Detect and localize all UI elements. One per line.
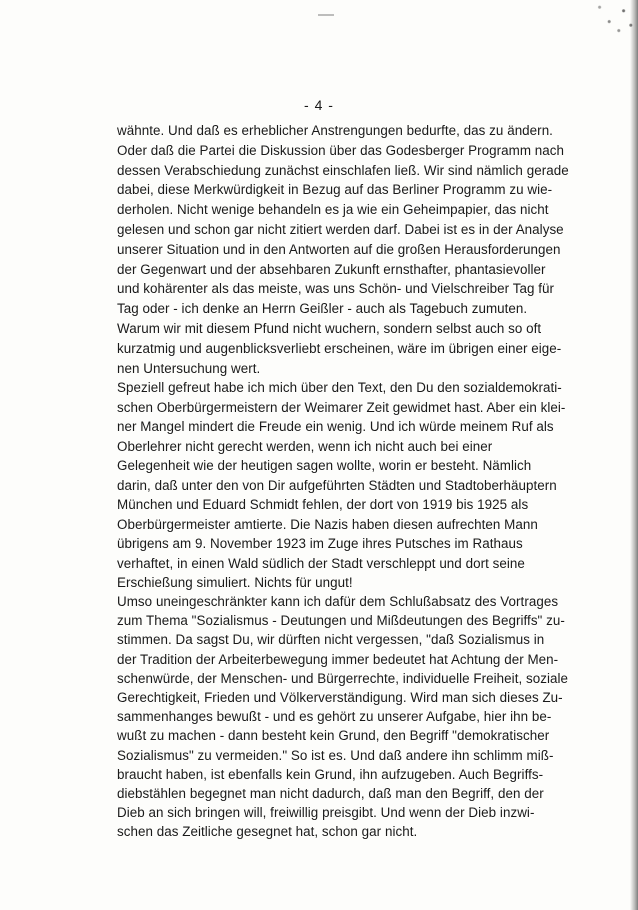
text-line: Umso uneingeschränkter kann ich dafür dem Schlußabsatz des Vortrages [117, 594, 559, 609]
text-line: Oberbürgermeister amtierte. Die Nazis haben diesen aufrechten Mann [117, 516, 538, 532]
text-line: der Tradition der Arbeiterbewegung immer bedeutet hat Achtung der Men- [117, 651, 559, 667]
text-line: kurzatmig und augenblicksverliebt erscheinen, wäre im übrigen einer eige- [117, 340, 562, 356]
text-line: der Gegenwart und der absehbaren Zukunft ernsthafter, phantasievoller [117, 261, 546, 277]
text-line: Tag oder - ich denke an Herrn Geißler - auch als Tagebuch zumuten. [117, 301, 528, 317]
text-line: Oberlehrer nicht gerecht werden, wenn ich nicht auch bei einer [117, 438, 493, 454]
text-line: darin, daß unter den von Dir aufgeführten Städten und Stadtoberhäuptern [117, 477, 557, 493]
text-line: schen das Zeitliche gesegnet hat, schon gar nicht. [117, 824, 418, 840]
text-line: dabei, diese Merkwürdigkeit in Bezug auf das Berliner Programm zu wie- [117, 182, 553, 198]
text-line: sammenhanges bewußt - und es gehört zu unserer Aufgabe, hier ihn be- [117, 709, 552, 725]
scan-speckle [590, 0, 638, 36]
text-line: derholen. Nicht wenige behandeln es ja wie ein Geheimpapier, das nicht [117, 202, 549, 218]
text-line: Speziell gefreut habe ich mich über den Text, den Du den sozialdemokrati- [117, 380, 562, 395]
text-line: Gelegenheit wie der heutigen sagen wollte, worin er besteht. Nämlich [117, 458, 532, 473]
scan-mark [318, 14, 334, 16]
text-line: schenwürde, der Menschen- und Bürgerrechte, individuelle Freiheit, soziale [117, 670, 569, 686]
scan-edge-shadow [630, 0, 638, 910]
text-line: Oder daß die Partei die Diskussion über das Godesberger Programm nach [117, 142, 565, 158]
text-line: zum Thema "Sozialismus - Deutungen und Mißdeutungen des Begriffs" zu- [117, 613, 565, 629]
text-line: München und Eduard Schmidt fehlen, der dort von 1919 bis 1925 als [117, 497, 529, 512]
text-line: ner Mangel mindert die Freude ein wenig. Und ich würde meinem Ruf als [117, 419, 554, 434]
text-line: dessen Verabschiedung zunächst einschlafen ließ. Wir sind nämlich gerade [117, 162, 569, 178]
text-line: Dieb an sich bringen will, freiwillig preisgibt. Und wenn der Dieb inzwi- [117, 805, 535, 821]
text-line: wußt zu machen - dann besteht kein Grund, den Begriff "demokratischer [117, 728, 550, 744]
text-line: schen Oberbürgermeistern der Weimarer Zeit gewidmet hast. Aber ein klei- [117, 399, 566, 415]
text-line: diebstählen begegnet man nicht dadurch, daß man den Begriff, den der [117, 786, 544, 801]
text-line: Warum wir mit diesem Pfund nicht wuchern, sondern selbst auch so oft [117, 321, 542, 336]
text-line: nen Untersuchung wert. [117, 360, 261, 376]
text-line: verhaftet, in einen Wald südlich der Stadt verschleppt und dort seine [117, 555, 525, 571]
text-line: wähnte. Und daß es erheblicher Anstrengungen bedurfte, das zu ändern. [117, 123, 553, 138]
text-line: stimmen. Da sagst Du, wir dürften nicht vergessen, "daß Sozialismus in [117, 632, 545, 648]
text-line: gelesen und schon gar nicht zitiert werden darf. Dabei ist es in der Analyse [117, 222, 564, 237]
text-line: übrigens am 9. November 1923 im Zuge ihres Putsches im Rathaus [117, 536, 523, 551]
text-line: Gerechtigkeit, Frieden und Völkerverständigung. Wird man sich dieses Zu- [117, 690, 563, 705]
text-line: braucht haben, ist ebenfalls kein Grund, ihn aufzugeben. Auch Begriffs- [117, 766, 544, 782]
text-line: Erschießung simuliert. Nichts für ungut! [117, 575, 353, 590]
text-line: unserer Situation und in den Antworten auf die großen Herausforderungen [117, 241, 561, 257]
text-line: Sozialismus" zu vermeiden." So ist es. Und daß andere ihn schlimm miß- [117, 747, 554, 763]
text-line: und kohärenter als das meiste, was uns Schön- und Vielschreiber Tag für [117, 281, 555, 297]
page-number: - 4 - [304, 97, 334, 113]
